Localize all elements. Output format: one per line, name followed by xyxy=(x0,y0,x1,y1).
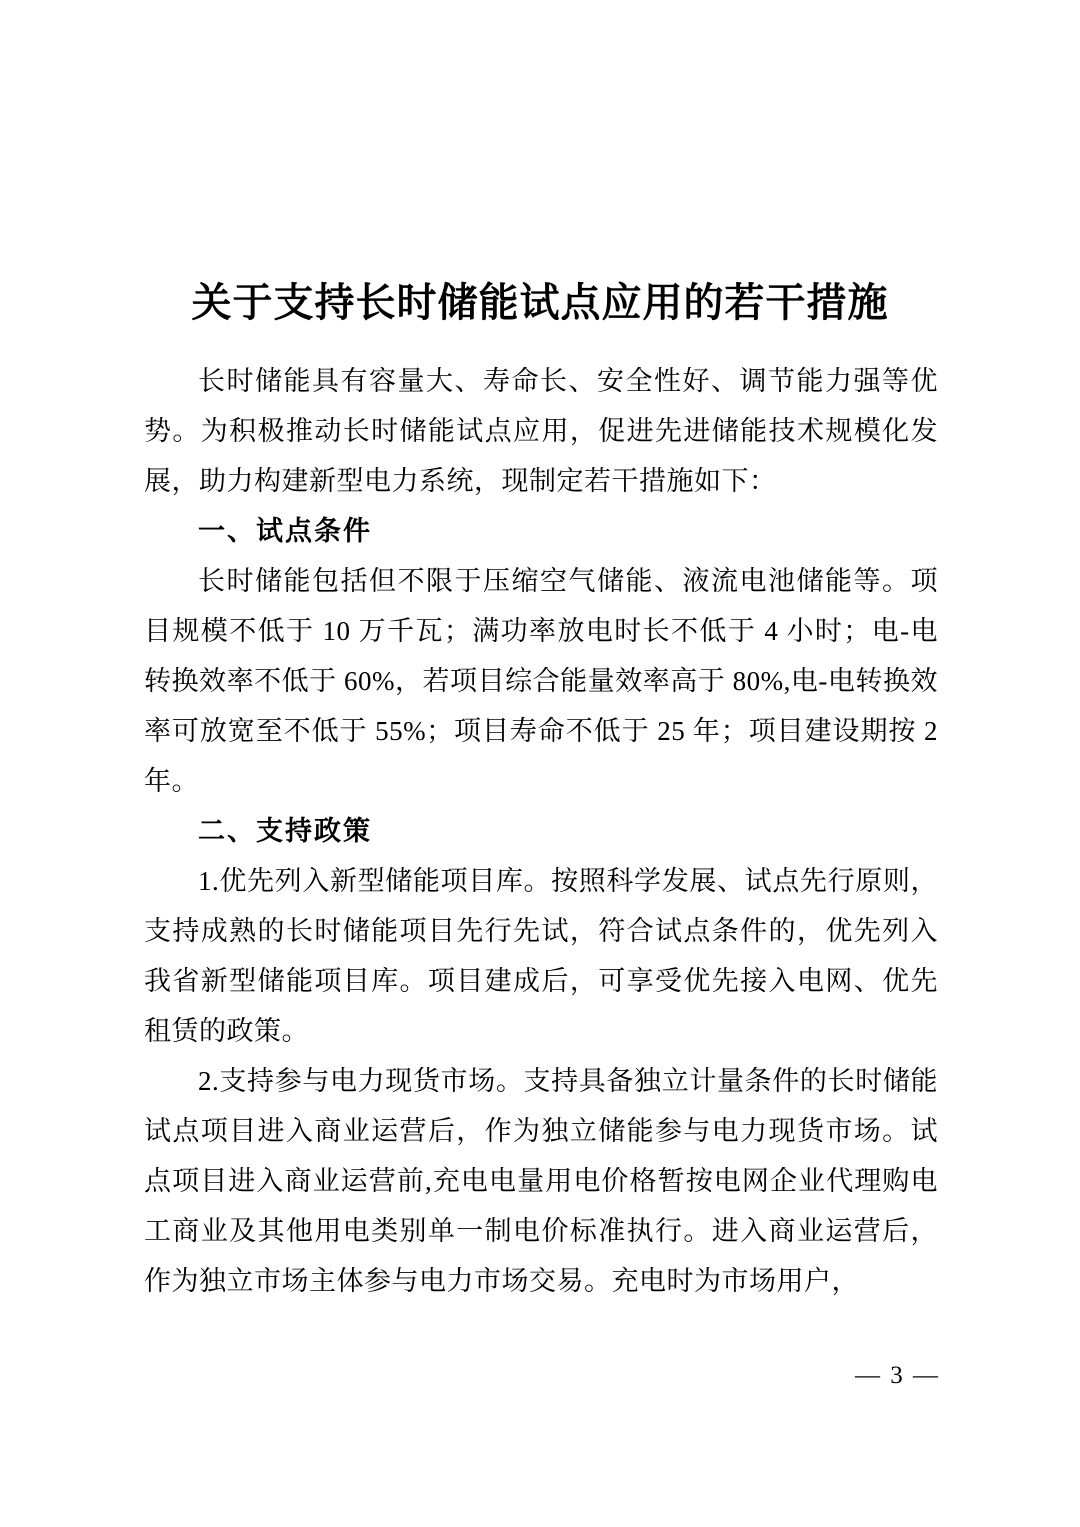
body-paragraph: 长时储能包括但不限于压缩空气储能、液流电池储能等。项目规模不低于 10 万千瓦；满功率放电时长不低于 4 小时；电-电转换效率不低于 60%，若项目综合能量效率高于 80%,电-电转换效率可放宽至不低于 55%；项目寿命不低于 25 年；项目建设期按 2 年。 xyxy=(144,566,938,796)
body-paragraph: 1.优先列入新型储能项目库。按照科学发展、试点先行原则，支持成熟的长时储能项目先行先试，符合试点条件的，优先列入我省新型储能项目库。项目建成后，可享受优先接入电网、优先租赁的政策。 xyxy=(144,866,938,1046)
document-body xyxy=(144,356,938,1306)
page-number: — 3 — xyxy=(855,1362,940,1389)
document-title: 关于支持长时储能试点应用的若干措施 xyxy=(191,279,889,325)
body-paragraph: 长时储能具有容量大、寿命长、安全性好、调节能力强等优势。为积极推动长时储能试点应用，促进先进储能技术规模化发展，助力构建新型电力系统，现制定若干措施如下： xyxy=(144,366,938,496)
section-heading: 一、试点条件 xyxy=(198,516,372,546)
section-heading: 二、支持政策 xyxy=(198,816,372,846)
body-paragraph: 2.支持参与电力现货市场。支持具备独立计量条件的长时储能试点项目进入商业运营后，作为独立储能参与电力现货市场。试点项目进入商业运营前,充电电量用电价格暂按电网企业代理购电工商业及其他用电类别单一制电价标准执行。进入商业运营后，作为独立市场主体参与电力市场交易。充电时为市场用户， xyxy=(144,1066,938,1296)
